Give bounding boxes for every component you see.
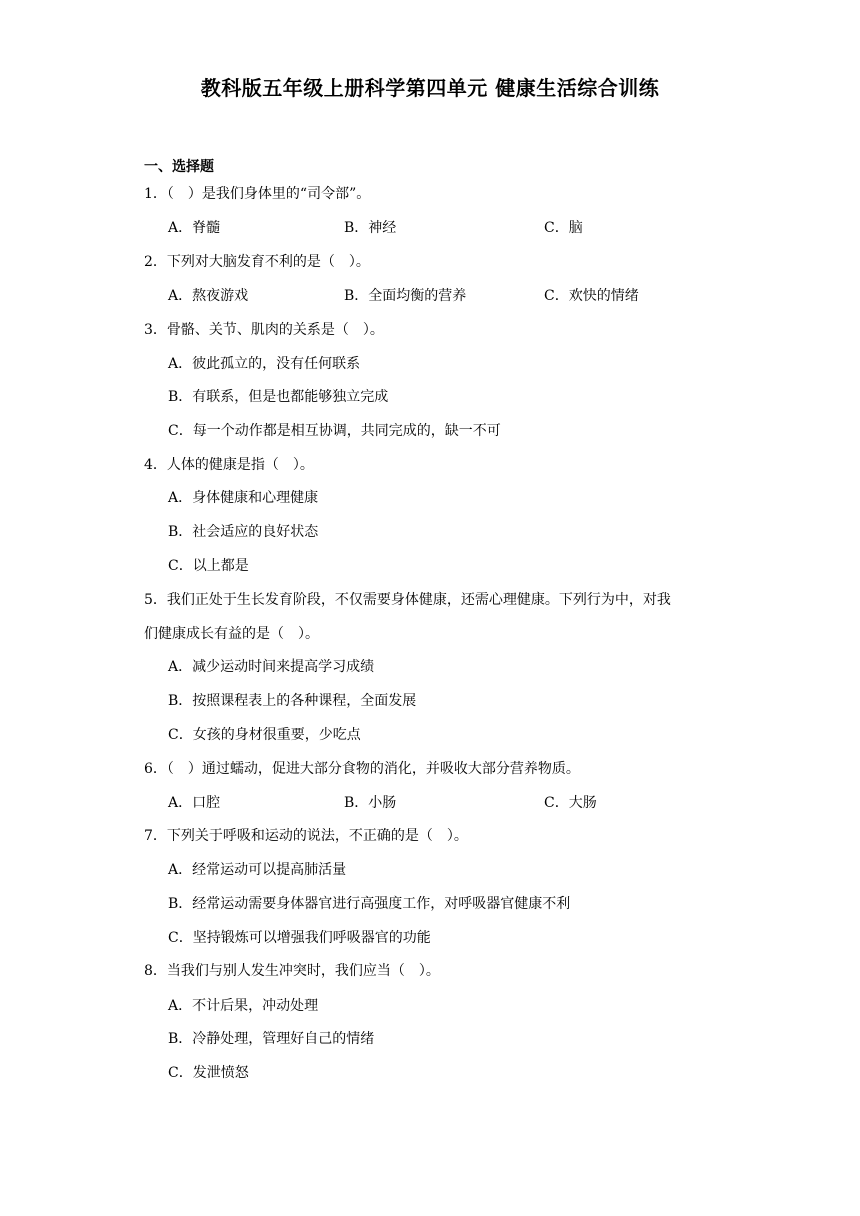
- question-3-option-a: A．彼此孤立的，没有任何联系: [168, 356, 361, 372]
- question-8-option-c: C．发泄愤怒: [168, 1065, 249, 1081]
- question-2-option-a: A．熬夜游戏: [168, 288, 249, 304]
- question-1-option-c: C．脑: [544, 220, 583, 236]
- question-1-stem: 1．（ ）是我们身体里的“司令部”。: [144, 186, 371, 202]
- document-title: 教科版五年级上册科学第四单元 健康生活综合训练: [200, 76, 660, 100]
- question-4-option-b: B．社会适应的良好状态: [168, 524, 319, 540]
- question-7-option-a: A．经常运动可以提高肺活量: [168, 862, 347, 878]
- question-8-option-b: B．冷静处理，管理好自己的情绪: [168, 1031, 375, 1047]
- question-5-option-a: A．减少运动时间来提高学习成绩: [168, 659, 375, 675]
- question-5-stem-line-2: 们健康成长有益的是（ ）。: [144, 626, 319, 642]
- question-8-option-a: A．不计后果，冲动处理: [168, 998, 319, 1014]
- question-6-option-a: A．口腔: [168, 795, 221, 811]
- question-1-option-b: B．神经: [344, 220, 397, 236]
- question-4-option-a: A．身体健康和心理健康: [168, 490, 319, 506]
- question-7-option-b: B．经常运动需要身体器官进行高强度工作，对呼吸器官健康不利: [168, 896, 571, 912]
- question-4-option-c: C．以上都是: [168, 558, 249, 574]
- question-3-stem: 3．骨骼、关节、肌肉的关系是（ ）。: [144, 322, 384, 338]
- question-3-option-b: B．有联系，但是也都能够独立完成: [168, 389, 389, 405]
- question-2-stem: 2．下列对大脑发育不利的是（ ）。: [144, 254, 370, 270]
- question-1-option-a: A．脊髓: [168, 220, 221, 236]
- question-5-stem-line-1: 5．我们正处于生长发育阶段，不仅需要身体健康，还需心理健康。下列行为中，对我: [144, 592, 671, 608]
- question-2-option-c: C．欢快的情绪: [544, 288, 639, 304]
- question-4-stem: 4．人体的健康是指（ ）。: [144, 457, 314, 473]
- question-7-option-c: C．坚持锻炼可以增强我们呼吸器官的功能: [168, 930, 431, 946]
- question-6-stem: 6．（ ）通过蠕动，促进大部分食物的消化，并吸收大部分营养物质。: [144, 761, 580, 777]
- question-5-option-b: B．按照课程表上的各种课程，全面发展: [168, 693, 417, 709]
- question-7-stem: 7．下列关于呼吸和运动的说法，不正确的是（ ）。: [144, 828, 468, 844]
- question-6-option-b: B．小肠: [344, 795, 397, 811]
- question-5-option-c: C．女孩的身材很重要，少吃点: [168, 727, 361, 743]
- question-8-stem: 8．当我们与别人发生冲突时，我们应当（ ）。: [144, 963, 440, 979]
- question-6-option-c: C．大肠: [544, 795, 597, 811]
- section-heading: 一、选择题: [144, 159, 214, 175]
- question-2-option-b: B．全面均衡的营养: [344, 288, 467, 304]
- question-3-option-c: C．每一个动作都是相互协调，共同完成的，缺一不可: [168, 423, 501, 439]
